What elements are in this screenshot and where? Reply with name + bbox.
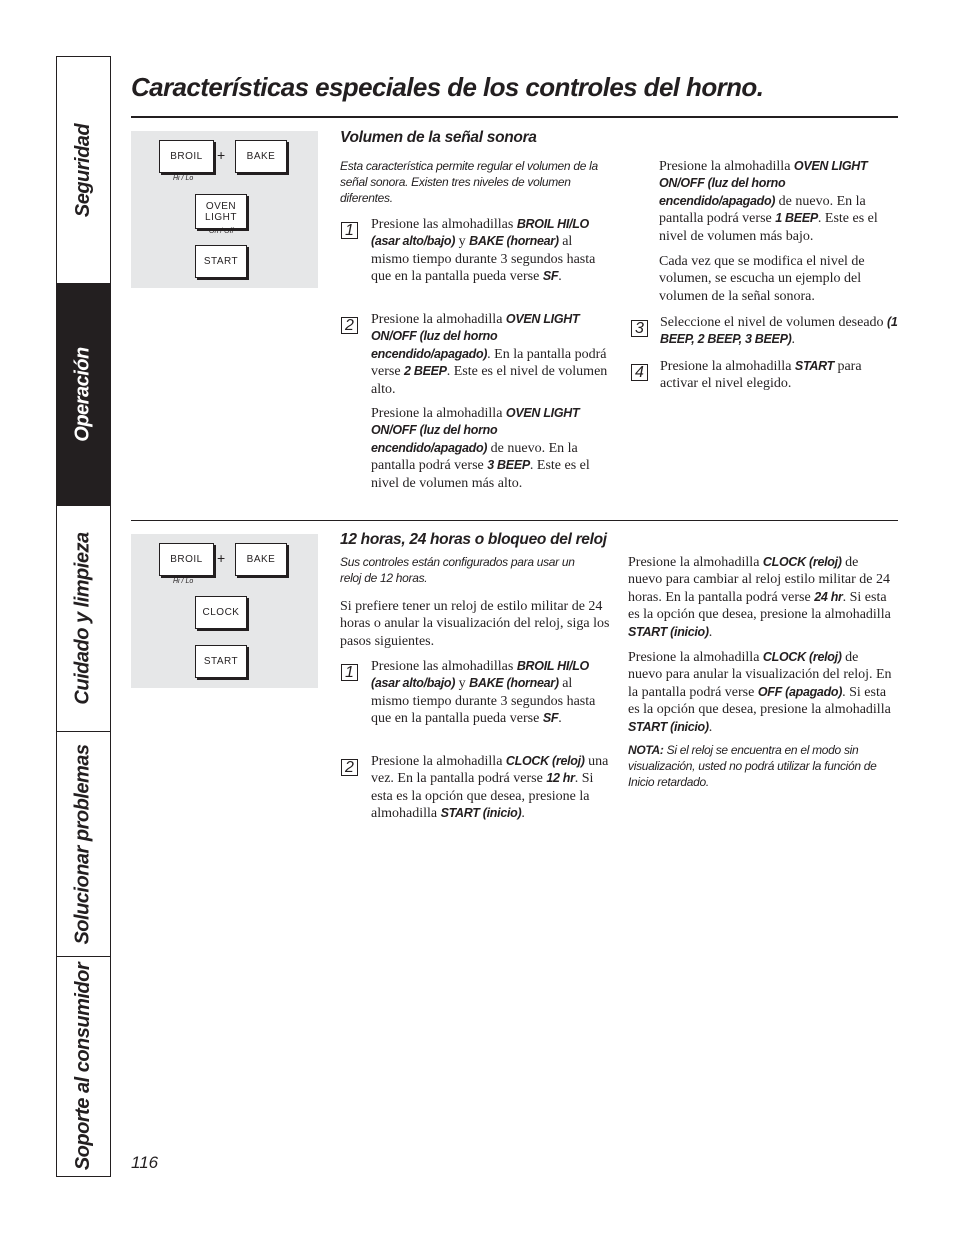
title-rule — [131, 116, 898, 118]
volume-note: Cada vez que se modifica el nivel de volumen, se escucha un ejemplo del volumen de la señal sonora. — [659, 254, 865, 304]
control-panel-2 — [131, 534, 318, 688]
volume-step-3: Seleccione el nivel de volumen deseado (1 BEEP, 2 BEEP, 3 BEEP). — [660, 315, 898, 348]
section-heading-volume: Volumen de la señal sonora — [340, 129, 537, 146]
tab-seguridad[interactable]: Seguridad — [57, 57, 110, 284]
plus-sign: + — [217, 550, 226, 566]
clock-intro: Sus controles están configurados para usar un reloj de 12 horas. — [340, 555, 575, 585]
clock-off: Presione la almohadilla CLOCK (reloj) de nuevo para anular la visualización del reloj. En la pantalla podrá verse OFF (apagado). Si esta es la opción que desea, presione la almohadilla START (inicio). — [628, 650, 892, 735]
tab-soporte[interactable]: Soporte al consumidor — [72, 962, 94, 1171]
volume-step-2-again: Presione la almohadilla OVEN LIGHT ON/OFF (luz del horno encendido/apagado) de nuevo. En la pantalla podrá verse 1 BEEP. Este es el nivel de volumen más bajo. — [659, 159, 878, 244]
step-number: 4 — [631, 364, 648, 381]
oven-light-pad[interactable]: OVEN LIGHT — [195, 194, 247, 229]
start-pad[interactable]: START — [195, 645, 247, 678]
control-panel-1 — [131, 131, 318, 288]
hi-lo-label: Hi / Lo — [173, 175, 194, 182]
page-title: Características especiales de los controles del horno. — [131, 72, 764, 102]
section-heading-clock: 12 horas, 24 horas o bloqueo del reloj — [340, 531, 607, 548]
step-number: 3 — [631, 320, 648, 337]
note-label: NOTA: — [628, 743, 664, 757]
step-number: 1 — [341, 222, 358, 239]
broil-pad[interactable]: BROIL — [159, 140, 214, 173]
tab-solucionar[interactable]: Solucionar problemas — [57, 732, 110, 957]
step-number: 1 — [341, 664, 358, 681]
start-pad[interactable]: START — [195, 245, 247, 278]
plus-sign: + — [217, 147, 226, 163]
bake-pad[interactable]: BAKE — [235, 543, 287, 576]
step-number: 2 — [341, 759, 358, 776]
clock-24hr: Presione la almohadilla CLOCK (reloj) de nuevo para cambiar al reloj estilo militar de 24 horas. En la pantalla podrá verse 24 hr. Si esta es la opción que desea, presione la almohadilla START (inicio). — [628, 555, 891, 640]
volume-intro: Esta característica permite regular el volumen de la señal sonora. Existen tres niveles de volumen diferentes. — [340, 159, 598, 205]
tab-operacion[interactable]: Operación — [57, 284, 110, 506]
clock-note: NOTA: Si el reloj se encuentra en el modo sin visualización, usted no podrá utilizar la función de Inicio retardado. — [628, 743, 877, 789]
side-tabs — [56, 56, 111, 1177]
broil-pad[interactable]: BROIL — [159, 543, 214, 576]
clock-pad[interactable]: CLOCK — [195, 596, 247, 629]
clock-step-2: Presione la almohadilla CLOCK (reloj) una vez. En la pantalla podrá verse 12 hr. Si esta es la opción que desea, presione la almohadilla START (inicio). — [371, 754, 609, 822]
step-number: 2 — [341, 317, 358, 334]
volume-step-2-repeat: Presione la almohadilla OVEN LIGHT ON/OFF (luz del horno encendido/apagado) de nuevo. En la pantalla podrá verse 3 BEEP. Este es el nivel de volumen más alto. — [371, 406, 590, 491]
hi-lo-label: Hi / Lo — [173, 578, 194, 585]
bake-pad[interactable]: BAKE — [235, 140, 287, 173]
section-rule — [131, 520, 898, 521]
volume-step-2: Presione la almohadilla OVEN LIGHT ON/OFF (luz del horno encendido/apagado). En la pantalla podrá verse 2 BEEP. Este es el nivel de volumen alto. — [371, 312, 608, 397]
clock-step-1: Presione las almohadillas BROIL HI/LO (asar alto/bajo) y BAKE (hornear) al mismo tiempo durante 3 segundos hasta que en la pantalla pueda verse SF. — [371, 659, 596, 727]
page-number: 116 — [131, 1153, 159, 1172]
tab-cuidado[interactable]: Cuidado y limpieza — [57, 506, 110, 732]
clock-para: Si prefiere tener un reloj de estilo militar de 24 horas o anular la visualización del reloj, siga los pasos siguientes. — [340, 599, 610, 649]
on-off-label: On / Off — [209, 228, 234, 235]
volume-step-1: Presione las almohadillas BROIL HI/LO (asar alto/bajo) y BAKE (hornear) al mismo tiempo durante 3 segundos hasta que en la pantalla pueda verse SF. — [371, 217, 596, 285]
volume-step-4: Presione la almohadilla START para activar el nivel elegido. — [660, 359, 862, 392]
